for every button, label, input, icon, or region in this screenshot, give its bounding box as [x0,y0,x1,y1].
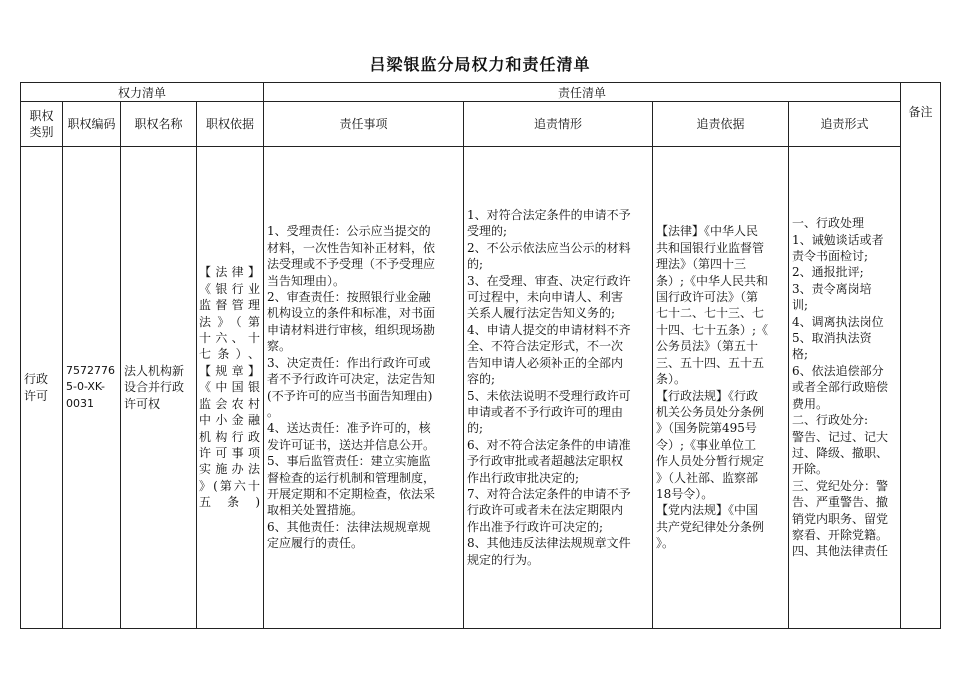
name-cell: 法人机构新 设合并行政 许可权 [121,147,197,629]
text-line: 全、不符合法定形式，不一次 [467,339,624,354]
text-line: 关系人履行法定告知义务的; [467,306,616,321]
text-line: 18号令）。 [656,486,714,501]
text-line: 容的; [467,372,496,387]
text-line: 或者全部行政赔偿 [792,380,889,395]
text-line: 销党内职务、留党 [792,511,889,526]
text-line: 6、依法追偿部分 [792,363,884,378]
name-header: 职权名称 [121,102,197,147]
text-line: 公务员法》（第五十 [656,339,759,354]
text-line: 机构设立的条件和标准，对书面 [267,306,436,321]
text-line: 取相关处置措施。 [267,503,364,518]
text-line: 6、其他责任：法律法规规章规 [267,519,431,534]
text-line: 《中国银 [199,380,262,395]
text-line: 条）。 [656,372,687,387]
power-responsibility-table [20,82,941,629]
text-line: 告知申请人必须补正的全部内 [467,355,624,370]
text-line: 当告知理由）。 [267,273,346,288]
text-line: 【法律】 [199,265,262,280]
text-line: 2、不公示依法应当公示的材料 [467,240,631,255]
text-line: 令）;《事业单位工 [656,437,757,452]
text-line: 1、受理责任：公示应当提交的 [267,224,431,239]
text-line: 4、调离执法岗位 [792,314,884,329]
basis-cell [197,147,264,629]
text-line: 共和国银行业监督管 [656,240,765,255]
text-line: 。 [267,404,280,419]
text-line: 6、对不符合法定条件的申请准 [467,437,631,452]
text-line: 材料，一次性告知补正材料，依 [267,240,436,255]
category-header: 职权 类别 [21,102,63,147]
text-line: 5、未依法说明不受理行政许可 [467,388,631,403]
basis-header: 职权依据 [197,102,264,147]
text-line: 责令书面检讨; [792,249,869,264]
text-line: 察。 [267,339,292,354]
text-line: 七条）、 [199,347,262,362]
text-line: 1、诫勉谈话或者 [792,232,884,247]
text-line: 实施办法 [199,462,262,477]
text-line: 告、严重警告、撤 [792,495,889,510]
text-line: 机构行政 [199,429,262,444]
text-line: 5、事后监管责任：建立实施监 [267,454,431,469]
text-line: 作出准予行政许可决定的; [467,519,604,534]
accountability-basis-cell [653,147,789,629]
text-line: 5、取消执法资 [792,331,872,346]
text-line: 二、行政处分: [792,413,869,428]
code-cell: 7572776 5-0-XK- 0031 [63,147,121,629]
accountability-form-cell [789,147,901,629]
accountability-situation-header: 追责情形 [464,102,653,147]
text-line: 作人员处分暂行规定 [656,454,765,469]
text-line: 受理的; [467,224,508,239]
text-line: 十四、七十五条）;《 [656,322,769,337]
text-line: 定应履行的责任。 [267,536,364,551]
text-line: 规定的行为。 [467,552,540,567]
category-cell: 行政 许可 [21,147,63,629]
text-line: 十六、十 [199,331,262,346]
text-line: 7、对符合法定条件的申请不予 [467,486,631,501]
text-line: 三、五十四、五十五 [656,355,765,370]
text-line: 四、其他法律责任 [792,544,889,559]
text-line: 4、申请人提交的申请材料不齐 [467,322,631,337]
power-list-group-header: 权力清单 [21,83,264,102]
text-line: 【规章】 [199,363,262,378]
code-header: 职权编码 [63,102,121,147]
text-line: 2、通报批评; [792,265,864,280]
text-line: 训; [792,298,809,313]
text-line: 3、决定责任：作出行政许可或 [267,355,431,370]
text-line: 机关公务员处分条例 [656,404,765,419]
text-line: 行政许可或者未在法定期限内 [467,503,624,518]
duty-header: 责任事项 [264,102,464,147]
text-line: 1、对符合法定条件的申请不予 [467,208,631,223]
text-line: 国行政许可法》（第 [656,290,759,305]
text-line: 可过程中，未向申请人、利害 [467,290,624,305]
text-line: 作出行政审批决定的; [467,470,580,485]
text-line: 三、党纪处分：警 [792,478,889,493]
text-line: 予行政审批或者超越法定职权 [467,454,624,469]
text-line: 过、降级、撤职、 [792,445,889,460]
text-line: 中小金融 [199,413,262,428]
accountability-situation-cell [464,147,653,629]
duty-cell [264,147,464,629]
text-line: 监督管理 [199,298,262,313]
text-line: 的; [467,257,484,272]
text-line: 》（国务院第495号 [656,421,757,436]
text-line: 法受理或不予受理（不予受理应 [267,257,436,272]
text-line: 条）;《中华人民共和 [656,273,769,288]
responsibility-list-group-header: 责任清单 [264,83,901,102]
text-line: 察看、开除党籍。 [792,527,889,542]
text-line: 开除。 [792,462,829,477]
text-line: 警告、记过、记大 [792,429,889,444]
text-line: 3、责令离岗培 [792,281,872,296]
text-line: 者不予行政许可决定，法定告知 [267,372,436,387]
text-line: 五条) [199,495,262,510]
text-line: 8、其他违反法律法规规章文件 [467,536,631,551]
text-line: 【行政法规】《行政 [656,388,759,403]
text-line: 【法律】《中华人民 [656,224,759,239]
text-line: 开展定期和不定期检查，依法采 [267,486,436,501]
text-line: 2、审查责任：按照银行业金融 [267,290,431,305]
text-line: 》。 [656,536,675,551]
text-line: 4、送达责任：准予许可的，核 [267,421,431,436]
text-line: 格; [792,347,809,362]
text-line: 理法》（第四十三 [656,257,747,272]
page-title: 吕梁银监分局权力和责任清单 [369,55,591,74]
text-line: 许可事项 [199,445,262,460]
text-line: 申请材料进行审核，组织现场勘 [267,322,436,337]
text-line: 费用。 [792,396,829,411]
text-line: 3、在受理、审查、决定行政许 [467,273,631,288]
text-line: (不予许可的应当书面告知理由) [267,388,433,403]
text-line: 七十二、七十三、七 [656,306,765,321]
text-line: 【党内法规】《中国 [656,503,759,518]
text-line: 发许可证书，送达并信息公开。 [267,437,436,452]
text-line: 申请或者不予行政许可的理由 [467,404,624,419]
text-line: 的; [467,421,484,436]
accountability-basis-header: 追责依据 [653,102,789,147]
text-line: 法》（第 [199,314,262,329]
text-line: 监会农村 [199,396,262,411]
text-line: 督检查的运行机制和管理制度， [267,470,436,485]
text-line: 共产党纪律处分条例 [656,519,765,534]
text-line: 》(第六十 [199,478,262,493]
text-line: 》（人社部、监察部 [656,470,759,485]
accountability-form-header: 追责形式 [789,102,901,147]
text-line: 一、行政处理 [792,216,865,231]
table-row [21,147,941,629]
text-line: 《银行业 [199,281,262,296]
remark-header: 备注 [901,83,941,629]
